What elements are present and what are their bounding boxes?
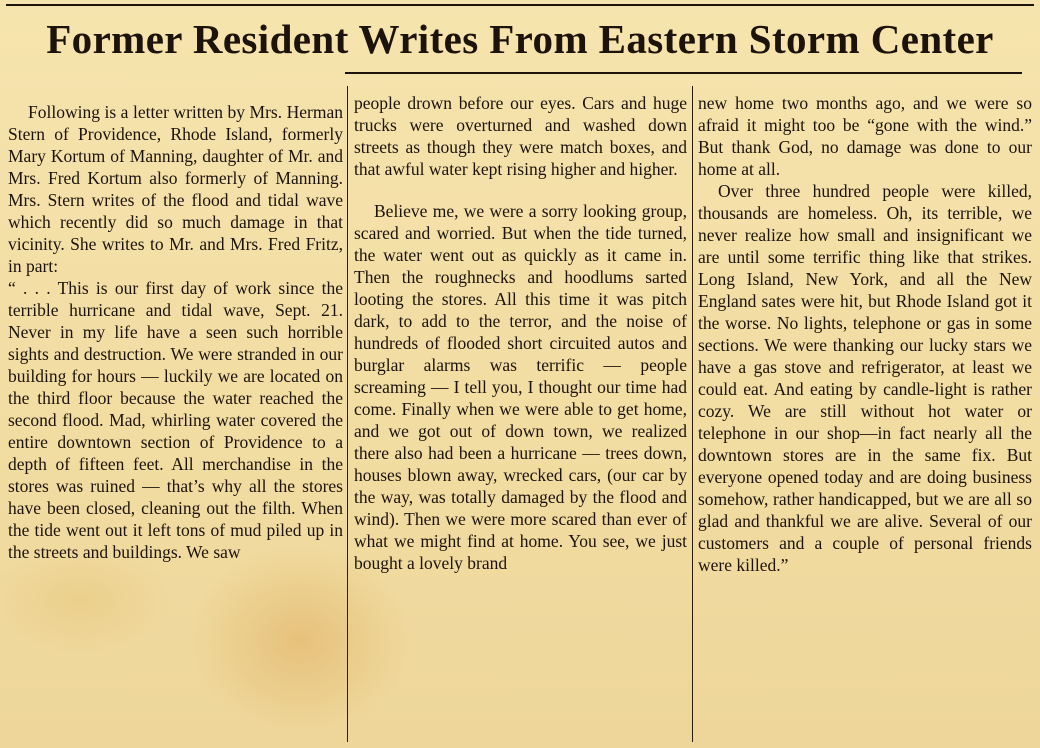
article-column-3 [698,92,1032,576]
article-column-2 [354,92,687,574]
article-paragraph: Following is a letter written by Mrs. Herman Stern of Providence, Rhode Island, formerly Mary Kortum of Manning, daughter of Mr. and Mrs. Fred Kortum also formerly of Manning. Mrs. Stern writes of the flood and tidal wave which recently did so much damage in that vicinity. She writes to Mr. and Mrs. Fred Fritz, in part: [8,102,343,276]
top-rule [6,4,1034,6]
column-divider [347,86,348,742]
article-column-1 [8,101,343,563]
article-paragraph: new home two months ago, and we were so afraid it might too be “gone with the wind.” But thank God, no damage was done to our home at all. [698,93,1032,179]
column-divider [692,86,693,742]
article-paragraph: Believe me, we were a sorry looking group, scared and worried. But when the tide turned, the water went out as quickly as it came in. Then the roughnecks and hoodlums sarted looting the stores. All this time it was pitch dark, to add to the terror, and the noise of hundreds of flooded short circuited autos and burglar alarms was terrific — people screaming — I tell you, I thought our time had come. Finally when we were able to get home, and we got out of down town, we realized there also had been a hurricane — trees down, houses blown away, wrecked cars, (our car by the way, was totally damaged by the flood and wind). Then we were more scared than ever of what we might find at home. You see, we just bought a lovely brand [354,201,687,573]
article-paragraph: people drown before our eyes. Cars and huge trucks were overturned and washed down streets as though they were match boxes, and that awful water kept rising higher and higher. [354,93,687,179]
headline: Former Resident Writes From Eastern Storm Center [46,16,994,62]
article-paragraph: “ . . . This is our first day of work since the terrible hurricane and tidal wave, Sept. 21. Never in my life have a seen such horrible sights and destruction. We were stranded in our building for hours — luckily we are located on the third floor because the water reached the second flood. Mad, whirling water covered the entire downtown section of Providence to a depth of fifteen feet. All merchandise in the stores was ruined — that’s why all the stores have been closed, cleaning out the filth. When the tide went out it left tons of mud piled up in the streets and buildings. We saw [8,278,343,562]
article-paragraph: Over three hundred people were killed, thousands are homeless. Oh, its terrible, we never realize how small and insignificant we are until some terrific thing like that strikes. Long Island, New York, and all the New England sates were hit, but Rhode Island got it the worse. No lights, telephone or gas in some sections. We were thanking our lucky stars we have a gas stove and refrigerator, at least we could eat. And eating by candle-light is rather cozy. We are still without hot water or telephone in our shop—in fact nearly all the downtown stores are in the same fix. But everyone opened today and are doing business somehow, rather handicapped, but we are all so glad and thankful we are alive. Several of our customers and a couple of personal friends were killed.” [698,181,1032,575]
headline-rule [345,72,1022,74]
